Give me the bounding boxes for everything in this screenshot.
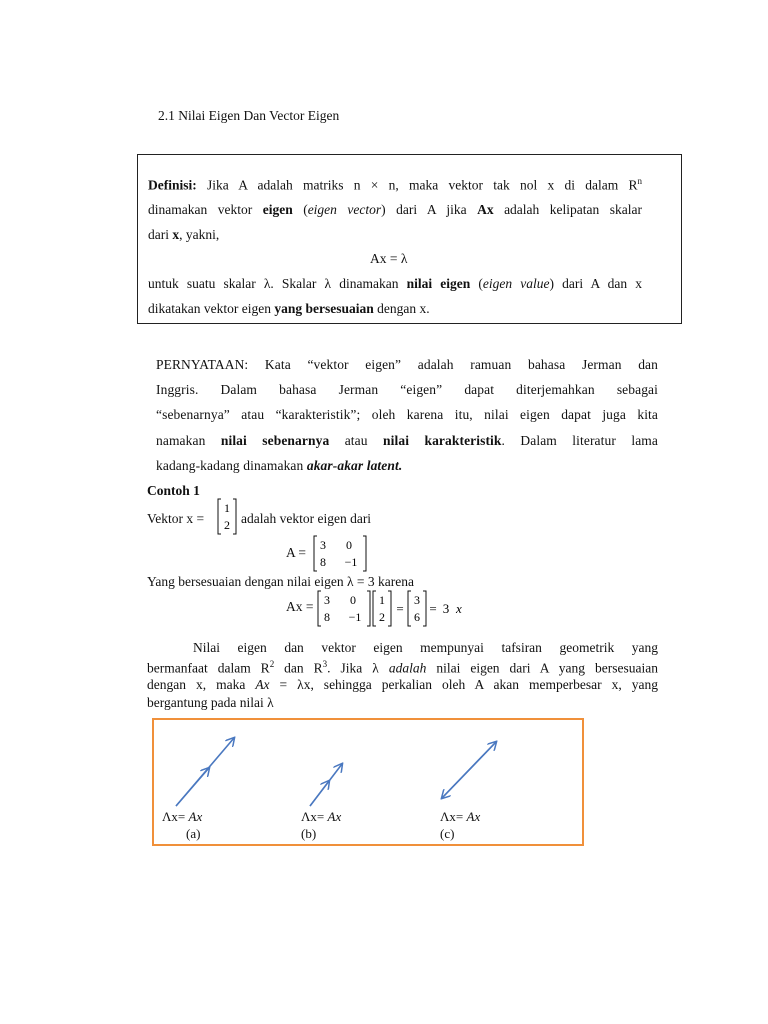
para2-line-4: bergantung pada nilai λ — [147, 695, 274, 710]
x-vec-entry-1: 2 — [224, 518, 230, 532]
A2-entry-10: 8 — [324, 610, 330, 624]
definition-line-5 — [148, 276, 642, 292]
definition-line-6 — [148, 301, 430, 317]
text-span: dari — [148, 227, 173, 242]
A2-entry-00: 3 — [324, 593, 330, 607]
result-entry-0: 3 — [414, 593, 420, 607]
superscript: 3 — [322, 659, 328, 669]
caption-b-tag: (b) — [301, 826, 317, 841]
para2-line-2 — [147, 659, 658, 677]
A-entry-01: 0 — [346, 538, 352, 552]
text-span: = λx, sehingga perkalian oleh A akan memperbesar x, yang — [269, 677, 659, 692]
text-span: . Dalam literatur lama — [501, 433, 658, 448]
italic-term: Ax — [255, 677, 270, 692]
text-span: dengan x, maka — [147, 677, 256, 692]
x-vector-matrix — [216, 497, 238, 537]
bold-italic-term: akar-akar latent. — [306, 458, 403, 473]
statement-line-4 — [156, 433, 658, 449]
Ax-computation — [316, 589, 476, 629]
Ax-prefix: Ax = — [286, 599, 314, 614]
caption-a-tag: (a) — [186, 826, 201, 841]
A2-entry-01: 0 — [350, 593, 356, 607]
bold-term: yang bersesuaian — [274, 301, 374, 316]
result-entry-1: 6 — [414, 610, 420, 624]
definition-line-1 — [148, 176, 642, 194]
caption-c-tag: (c) — [440, 826, 455, 841]
text-span: Λx= — [440, 809, 467, 824]
definition-line-3 — [148, 227, 219, 243]
arrow-b-short — [310, 781, 329, 806]
text-span: ) dari A dan x — [549, 276, 642, 291]
bold-term: nilai eigen — [406, 276, 471, 291]
text-span: ( — [292, 202, 308, 217]
bold-term: Ax — [477, 202, 494, 217]
caption-b-eq — [301, 809, 341, 825]
arrow-c-backward — [442, 742, 496, 798]
equals-sign: = — [396, 601, 404, 616]
x2-entry-1: 2 — [379, 610, 385, 624]
x2-entry-0: 1 — [379, 593, 385, 607]
A-entry-11: −1 — [344, 555, 358, 569]
statement-line-2: Inggris. Dalam bahasa Jerman “eigen” dapat diterjemahkan sebagai — [156, 382, 658, 397]
statement-line-5 — [156, 458, 658, 474]
text-span: namakan — [156, 433, 221, 448]
italic-term: eigen value — [482, 276, 550, 291]
equals-sign-2: = — [429, 601, 437, 616]
italic-term: Ax — [327, 809, 342, 824]
section-heading: 2.1 Nilai Eigen Dan Vector Eigen — [158, 108, 340, 123]
definition-text: Jika A adalah matriks n × n, maka vektor tak nol x di dalam R — [196, 177, 638, 193]
A-entry-10: 8 — [320, 555, 326, 569]
vector-prefix: Vektor x = — [147, 511, 205, 526]
text-span: dikatakan vektor eigen — [148, 301, 275, 316]
example-title: Contoh 1 — [147, 483, 200, 498]
A-matrix — [312, 534, 368, 574]
bold-term: eigen — [262, 202, 293, 217]
superscript: n — [637, 176, 642, 186]
A-prefix: A = — [286, 545, 306, 560]
text-span: dan R — [274, 660, 323, 676]
x-vec-entry-0: 1 — [224, 501, 230, 515]
text-span: dinamakan vektor — [148, 202, 263, 217]
text-span: Λx= — [301, 809, 328, 824]
italic-term: Ax — [466, 809, 481, 824]
caption-a-eq — [162, 809, 202, 825]
bold-term: x — [172, 227, 180, 242]
statement-line-3: “sebenarnya” atau “karakteristik”; oleh karena itu, nilai eigen dapat juga kita — [156, 407, 658, 422]
text-span: . Jika λ — [327, 660, 389, 676]
text-span: atau — [329, 433, 384, 448]
italic-term: Ax — [188, 809, 203, 824]
correspondence-text: Yang bersesuaian dengan nilai eigen λ = 3 karena — [147, 574, 414, 589]
vector-suffix: adalah vektor eigen dari — [241, 511, 372, 526]
text-span: dengan x. — [373, 301, 430, 316]
para2-line-3 — [147, 677, 658, 693]
superscript: 2 — [269, 659, 275, 669]
caption-c-eq — [440, 809, 480, 825]
eigen-vector-figure — [152, 718, 584, 846]
text-span: bermanfaat dalam R — [147, 660, 270, 676]
italic-term: adalah — [388, 660, 427, 676]
text-span: untuk suatu skalar λ. Skalar λ dinamakan — [148, 276, 407, 291]
text-span: ) dari A jika — [381, 202, 478, 217]
text-span: adalah kelipatan skalar — [493, 202, 642, 217]
text-span: kadang-kadang dinamakan — [156, 458, 307, 473]
definition-label: Definisi: — [148, 177, 197, 193]
text-span: , yakni, — [179, 227, 220, 242]
definition-line-2 — [148, 202, 642, 218]
italic-term: eigen vector — [307, 202, 382, 217]
text-span: nilai eigen dari A yang bersesuaian — [426, 660, 658, 676]
para2-line-1: Nilai eigen dan vektor eigen mempunyai tafsiran geometrik yang — [193, 640, 658, 655]
bold-term: nilai karakteristik — [383, 433, 502, 448]
arrow-a-short — [176, 768, 209, 806]
A-entry-00: 3 — [320, 538, 326, 552]
result-variable: x — [456, 601, 462, 616]
result-scalar: 3 — [442, 601, 450, 616]
bold-term: nilai sebenarnya — [220, 433, 330, 448]
A2-entry-11: −1 — [348, 610, 362, 624]
definition-equation: Ax = λ — [370, 251, 408, 266]
text-span: ( — [470, 276, 483, 291]
statement-line-1: PERNYATAAN: Kata “vektor eigen” adalah ramuan bahasa Jerman dan — [156, 357, 658, 372]
text-span: Λx= — [162, 809, 189, 824]
